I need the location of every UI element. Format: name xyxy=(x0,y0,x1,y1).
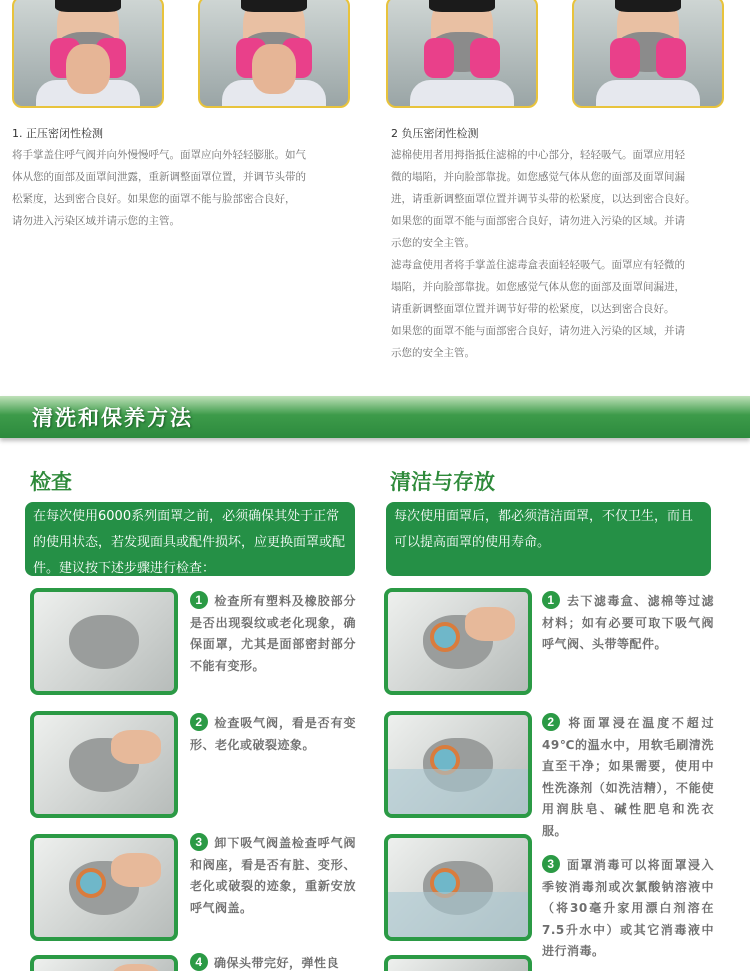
step-number-badge: 1 xyxy=(542,591,560,609)
clean-step-2-image xyxy=(384,711,532,818)
clean-step-3-image xyxy=(384,834,532,941)
clean-heading: 清洁与存放 xyxy=(390,470,495,494)
photo-negative-test-1 xyxy=(386,0,538,108)
inspect-step-3: 3 卸下吸气阀盖检查呼气阀和阀座，看是否有脏、变形、老化或破裂的迹象，重新安放呼气阀盖。 xyxy=(190,835,356,915)
section-banner xyxy=(0,396,750,438)
clean-step-2: 2 将面罩浸在温度不超过49℃的温水中，用软毛刷清洗直至干净；如果需要，使用中性洗涤剂（如洗洁精），不能使用润肤皂、碱性肥皂和洗衣服。 xyxy=(542,715,714,838)
clean-step-1-image xyxy=(384,588,532,695)
inspect-step-2: 2 检查吸气阀，看是否有变形、老化或破裂迹象。 xyxy=(190,715,356,752)
inspect-step-4: 4 确保头带完好，弹性良 xyxy=(190,953,356,971)
inspect-heading: 检查 xyxy=(30,470,72,494)
step-number-badge: 3 xyxy=(542,855,560,873)
photo-negative-test-2 xyxy=(572,0,724,108)
inspect-step-1: 1 检查所有塑料及橡胶部分是否出现裂纹或老化现象，确保面罩，尤其是面部密封部分不能有变形。 xyxy=(190,593,356,673)
inspect-step-3-image xyxy=(30,834,178,941)
photo-positive-test-2 xyxy=(198,0,350,108)
clean-step-4-image xyxy=(384,955,532,971)
inspect-step-1-image xyxy=(30,588,178,695)
step-number-badge: 2 xyxy=(542,713,560,731)
clean-step-1: 1 去下滤毒盒、滤棉等过滤材料；如有必要可取下吸气阀呼气阀、头带等配件。 xyxy=(542,593,714,651)
inspect-step-2-image xyxy=(30,711,178,818)
positive-test-title: 1. 正压密闭性检测 xyxy=(12,127,103,140)
clean-step-3: 3 面罩消毒可以将面罩浸入季铵消毒剂或次氯酸钠溶液中（将30毫升家用漂白剂溶在7.5升水中）或其它消毒液中进行消毒。 xyxy=(542,857,714,958)
positive-test-text: 将手掌盖住呼气阀并向外慢慢呼气。面罩应向外轻轻膨胀。如气 体从您的面部及面罩间泄露，重新调整面罩位置，并调节头带的 松紧度，达到密合良好。如果您的面罩不能与脸部密合良好， 请勿进入污染区域并请示您的主管。 xyxy=(12,149,306,227)
photo-positive-test-1 xyxy=(12,0,164,108)
inspect-step-4-image xyxy=(30,955,178,971)
step-number-badge: 3 xyxy=(190,833,208,851)
step-number-badge: 2 xyxy=(190,713,208,731)
step-number-badge: 1 xyxy=(190,591,208,609)
step-number-badge: 4 xyxy=(190,953,208,971)
negative-test-title: 2 负压密闭性检测 xyxy=(391,127,479,140)
negative-test-text: 滤棉使用者用拇指抵住滤棉的中心部分，轻轻吸气。面罩应用轻 微的塌陷，并向脸部靠拢。如您感觉气体从您的面部及面罩间漏 进，请重新调整面罩位置并调节头带的松紧度，以达到密合良好。 如果您的面罩不能与面部密合良好，请勿进入污染的区域。并请 示您的安全主管。 滤毒盒使用者将手掌盖住滤毒盒表面轻轻吸气。面罩应有轻微的 塌陷，并向脸部靠拢。如您感觉气体从您的面部及面罩间漏进， 请重新调整面罩位置并调节好带的松紧度，以达到密合良好。 如果您的面罩不能与面部密合良好，请勿进入污染的区域，并请 示您的安全主管。 xyxy=(391,149,696,359)
inspect-intro: 在每次使用6000系列面罩之前，必须确保其处于正常的使用状态，若发现面具或配件损坏，应更换面罩或配件。建议按下述步骤进行检查： xyxy=(25,502,355,576)
banner-title: 清洗和保养方法 xyxy=(32,406,193,430)
clean-intro: 每次使用面罩后，都必须清洁面罩，不仅卫生，而且可以提高面罩的使用寿命。 xyxy=(386,502,711,576)
